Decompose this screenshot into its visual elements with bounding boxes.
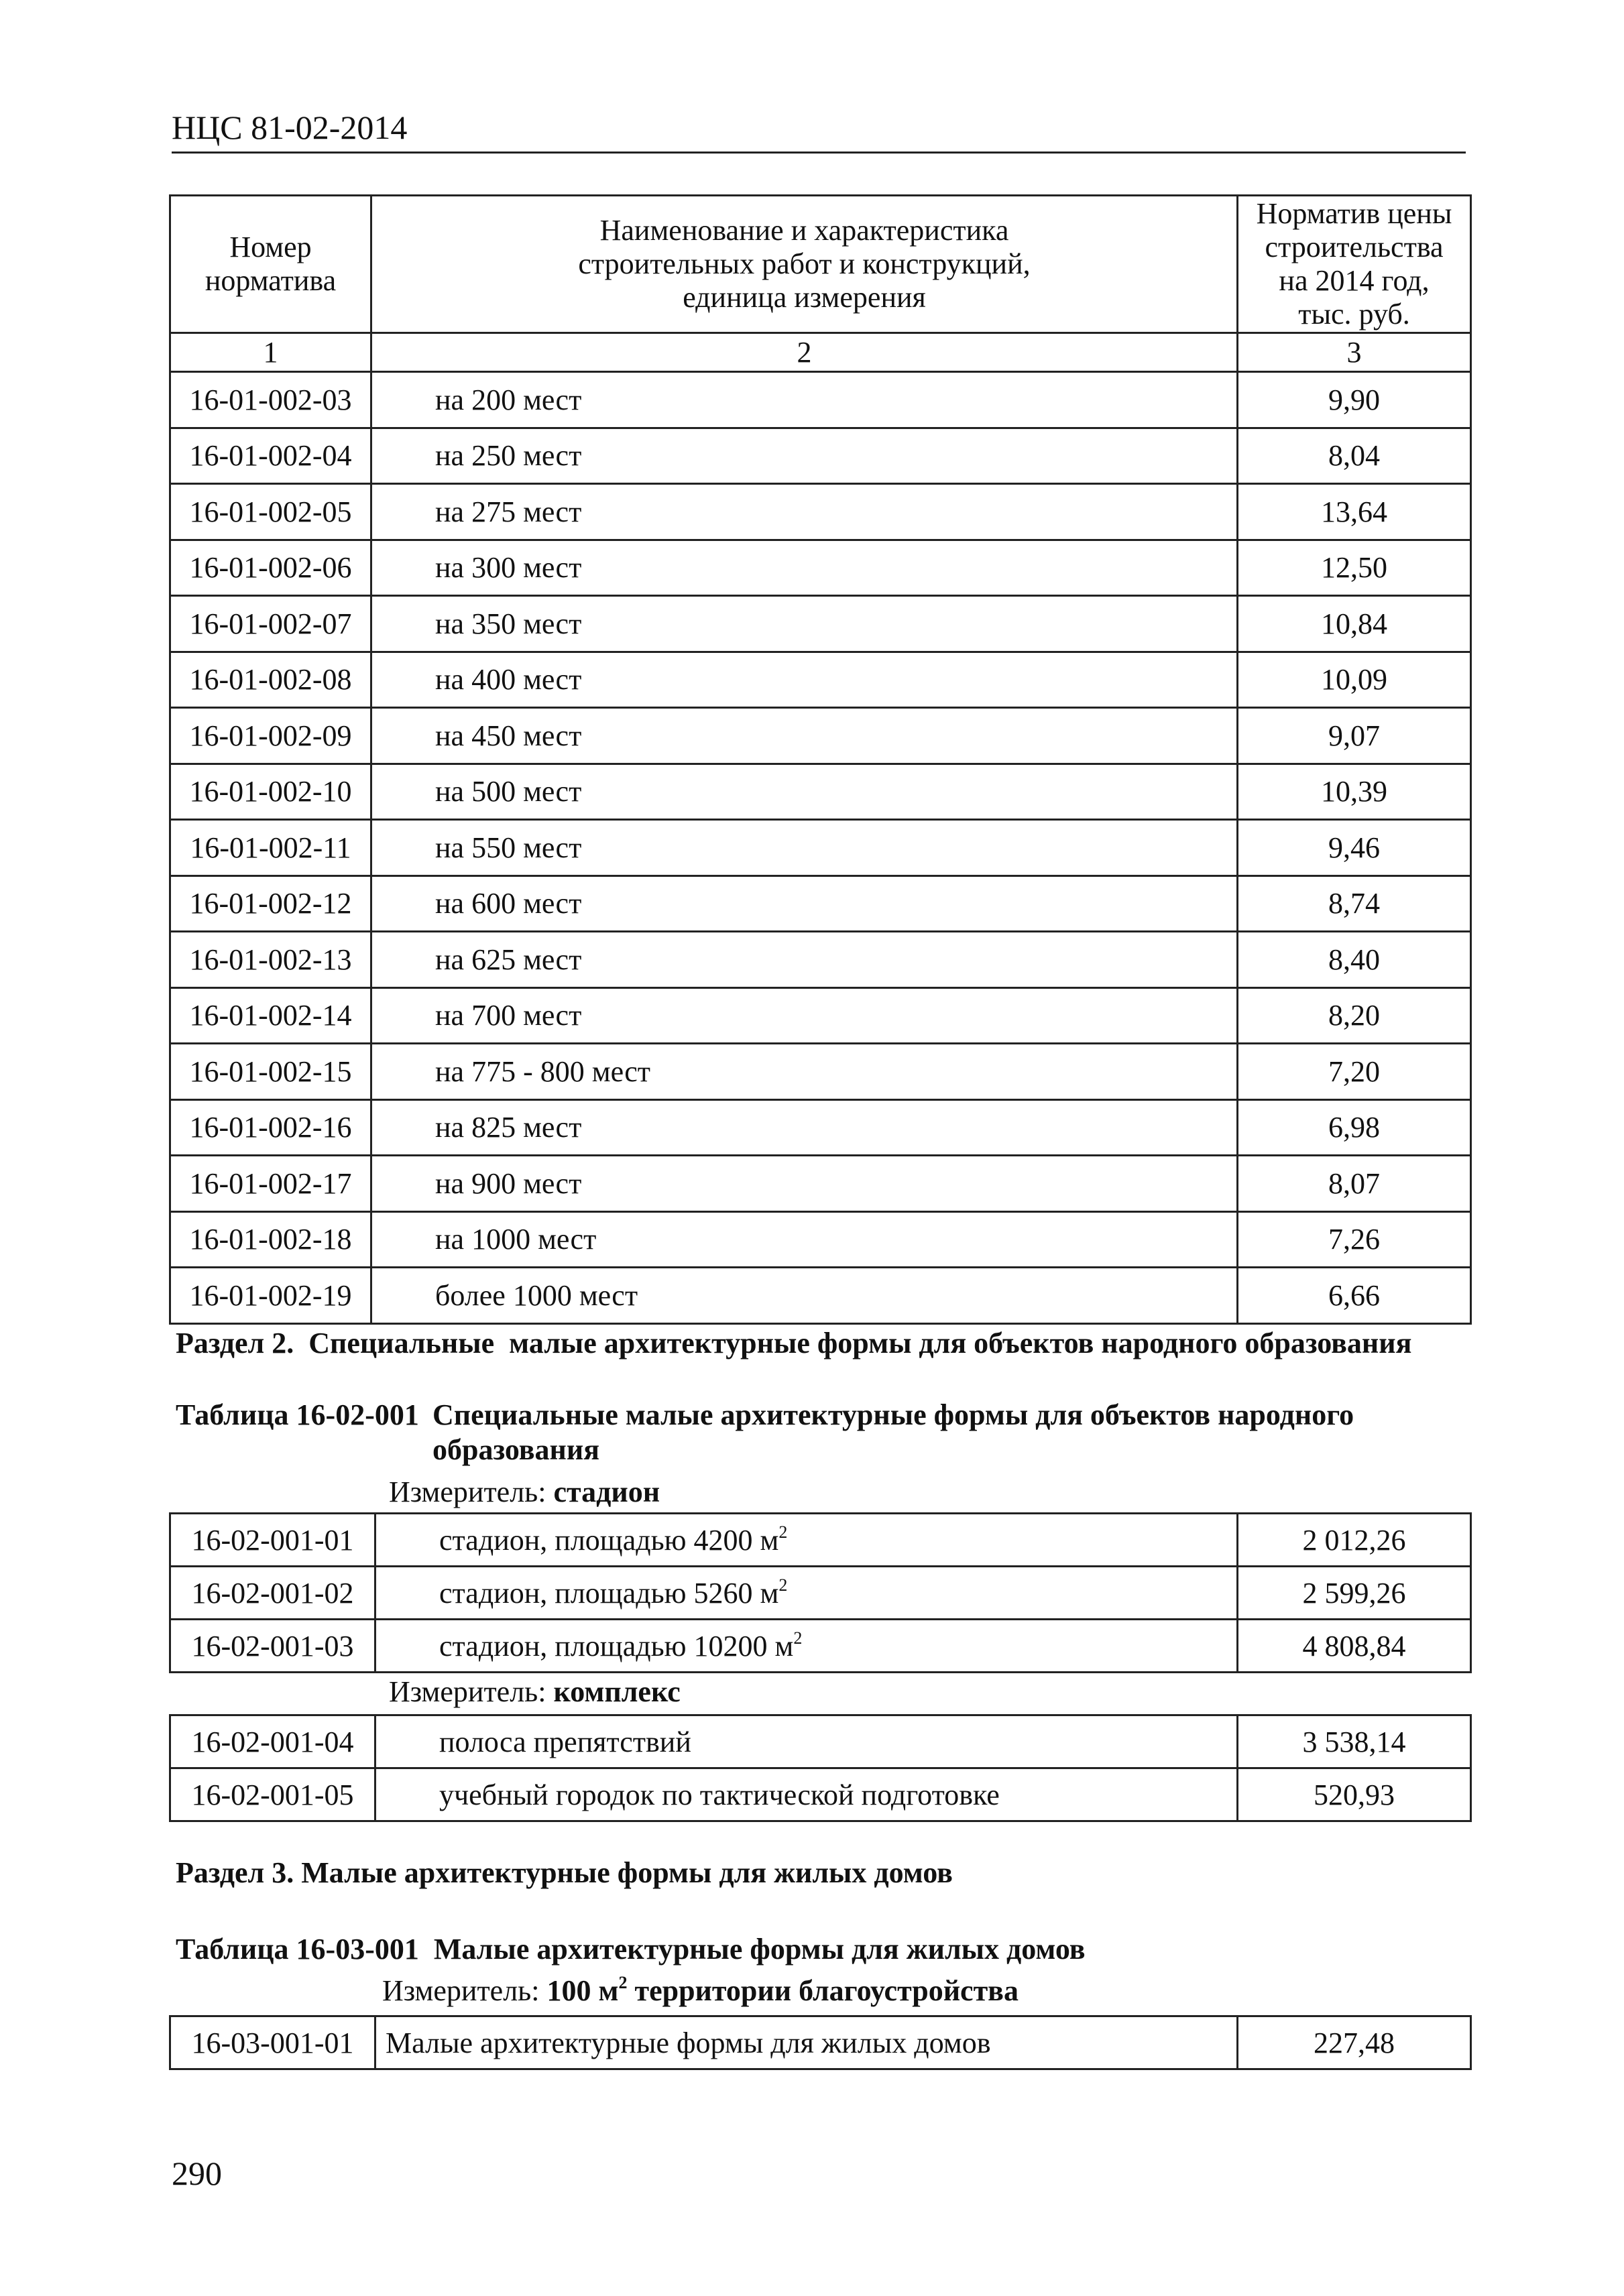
meter-value: комплекс <box>553 1675 681 1708</box>
work-name: на 775 - 800 мест <box>371 1044 1238 1100</box>
column-number-row <box>170 333 1471 372</box>
table-row <box>170 820 1471 876</box>
price-value: 8,07 <box>1238 1156 1471 1212</box>
norm-code: 16-01-002-16 <box>170 1099 371 1156</box>
section-2-heading: Раздел 2. Специальные малые архитектурные формы для объектов народного образования <box>176 1327 1412 1360</box>
price-value: 8,04 <box>1238 428 1471 484</box>
norm-code: 16-01-002-05 <box>170 484 371 540</box>
norm-code: 16-01-002-08 <box>170 652 371 708</box>
table-row <box>170 987 1471 1044</box>
table-row <box>170 764 1471 820</box>
norm-code: 16-02-001-04 <box>170 1715 375 1768</box>
price-value: 7,26 <box>1238 1211 1471 1268</box>
price-value: 7,20 <box>1238 1044 1471 1100</box>
table-row <box>170 1044 1471 1100</box>
price-value: 9,90 <box>1238 372 1471 428</box>
table-row <box>170 1099 1471 1156</box>
meter-area <box>382 1974 1019 2008</box>
table-row <box>170 1715 1471 1768</box>
meter-label: Измеритель: <box>382 1974 540 2007</box>
table-row <box>170 932 1471 988</box>
column-number-1: 1 <box>170 333 371 372</box>
price-value: 9,46 <box>1238 820 1471 876</box>
price-value: 3 538,14 <box>1238 1715 1471 1768</box>
meter-label: Измеритель: <box>389 1475 546 1508</box>
work-name: на 500 мест <box>371 764 1238 820</box>
work-name: на 550 мест <box>371 820 1238 876</box>
work-name: стадион, площадью 10200 $м^2$ <box>375 1620 1238 1673</box>
table-row <box>170 1620 1471 1673</box>
table-header-row <box>170 196 1471 333</box>
price-value: 2 012,26 <box>1238 1514 1471 1567</box>
norm-code: 16-03-001-01 <box>170 2016 375 2069</box>
price-value: 9,07 <box>1238 708 1471 764</box>
column-number-3: 3 <box>1238 333 1471 372</box>
table-row <box>170 372 1471 428</box>
price-value: 8,20 <box>1238 987 1471 1044</box>
meter-stadium <box>389 1475 660 1510</box>
table-row <box>170 540 1471 596</box>
norm-code: 16-01-002-11 <box>170 820 371 876</box>
work-name: на 600 мест <box>371 875 1238 932</box>
price-value: 8,40 <box>1238 932 1471 988</box>
stadium-price-table <box>169 1512 1472 1673</box>
table-row <box>170 484 1471 540</box>
table-row <box>170 1514 1471 1567</box>
work-name: на 700 мест <box>371 987 1238 1044</box>
table-title: Специальные малые архитектурные формы для объектов народного образования <box>432 1398 1354 1466</box>
price-value: 10,39 <box>1238 764 1471 820</box>
work-name: на 250 мест <box>371 428 1238 484</box>
table-row <box>170 708 1471 764</box>
work-name: на 1000 мест <box>371 1211 1238 1268</box>
page-number: 290 <box>172 2155 222 2192</box>
table-row <box>170 428 1471 484</box>
norm-code: 16-01-002-17 <box>170 1156 371 1212</box>
meter-complex <box>389 1675 681 1709</box>
price-value: 8,74 <box>1238 875 1471 932</box>
work-name: более 1000 мест <box>371 1268 1238 1324</box>
price-value: 10,84 <box>1238 596 1471 652</box>
work-name: на 400 мест <box>371 652 1238 708</box>
norm-code: 16-01-002-14 <box>170 987 371 1044</box>
norm-code: 16-01-002-13 <box>170 932 371 988</box>
price-value: 2 599,26 <box>1238 1567 1471 1620</box>
header-norm-number: Номер норматива <box>170 196 371 333</box>
price-value: 227,48 <box>1238 2016 1471 2069</box>
section-3-heading: Раздел 3. Малые архитектурные формы для жилых домов <box>176 1856 953 1889</box>
norm-code: 16-01-002-03 <box>170 372 371 428</box>
table-row <box>170 652 1471 708</box>
table-row <box>170 2016 1471 2069</box>
table-label: Таблица 16-03-001 <box>176 1933 419 1966</box>
column-number-2: 2 <box>371 333 1238 372</box>
norm-code: 16-02-001-03 <box>170 1620 375 1673</box>
norm-code: 16-02-001-01 <box>170 1514 375 1567</box>
price-value: 520,93 <box>1238 1768 1471 1821</box>
meter-value: стадион <box>553 1475 660 1508</box>
price-value: 10,09 <box>1238 652 1471 708</box>
work-name: на 350 мест <box>371 596 1238 652</box>
table-row <box>170 1211 1471 1268</box>
residential-price-table <box>169 2015 1472 2070</box>
table-16-02-001-title <box>176 1398 1450 1467</box>
norm-code: 16-01-002-10 <box>170 764 371 820</box>
norm-code: 16-02-001-02 <box>170 1567 375 1620</box>
norm-code: 16-01-002-06 <box>170 540 371 596</box>
complex-price-table <box>169 1714 1472 1822</box>
norm-code: 16-01-002-04 <box>170 428 371 484</box>
table-row <box>170 875 1471 932</box>
work-name: на 625 мест <box>371 932 1238 988</box>
norm-code: 16-01-002-07 <box>170 596 371 652</box>
norm-code: 16-02-001-05 <box>170 1768 375 1821</box>
table-row <box>170 1768 1471 1821</box>
main-price-table <box>169 194 1472 1325</box>
norm-code: 16-01-002-12 <box>170 875 371 932</box>
table-row <box>170 1268 1471 1324</box>
work-name: на 450 мест <box>371 708 1238 764</box>
norm-code: 16-01-002-09 <box>170 708 371 764</box>
work-name: учебный городок по тактической подготовке <box>375 1768 1238 1821</box>
document-code: НЦС 81-02-2014 <box>172 109 408 146</box>
work-name: на 200 мест <box>371 372 1238 428</box>
table-title: Малые архитектурные формы для жилых домов <box>433 1933 1086 1966</box>
work-name: на 300 мест <box>371 540 1238 596</box>
table-row <box>170 1156 1471 1212</box>
work-name: стадион, площадью 4200 $м^2$ <box>375 1514 1238 1567</box>
price-value: 12,50 <box>1238 540 1471 596</box>
price-value: 6,66 <box>1238 1268 1471 1324</box>
work-name: на 275 мест <box>371 484 1238 540</box>
work-name: на 900 мест <box>371 1156 1238 1212</box>
table-row <box>170 1567 1471 1620</box>
header-name-characteristics: Наименование и характеристика строительных работ и конструкций, единица измерения <box>371 196 1238 333</box>
table-16-03-001-title <box>176 1932 1086 1967</box>
meter-value: 100 $м^2$ территории благоустройства <box>546 1973 1019 2007</box>
table-row <box>170 596 1471 652</box>
work-name: стадион, площадью 5260 $м^2$ <box>375 1567 1238 1620</box>
price-value: 13,64 <box>1238 484 1471 540</box>
work-name: полоса препятствий <box>375 1715 1238 1768</box>
price-value: 4 808,84 <box>1238 1620 1471 1673</box>
norm-code: 16-01-002-18 <box>170 1211 371 1268</box>
price-value: 6,98 <box>1238 1099 1471 1156</box>
page-header <box>172 107 1466 154</box>
table-label: Таблица 16-02-001 <box>176 1398 419 1431</box>
work-name: на 825 мест <box>371 1099 1238 1156</box>
header-price-norm: Норматив цены строительства на 2014 год, тыс. руб. <box>1238 196 1471 333</box>
norm-code: 16-01-002-19 <box>170 1268 371 1324</box>
meter-label: Измеритель: <box>389 1675 546 1708</box>
norm-code: 16-01-002-15 <box>170 1044 371 1100</box>
work-name: Малые архитектурные формы для жилых домов <box>375 2016 1238 2069</box>
